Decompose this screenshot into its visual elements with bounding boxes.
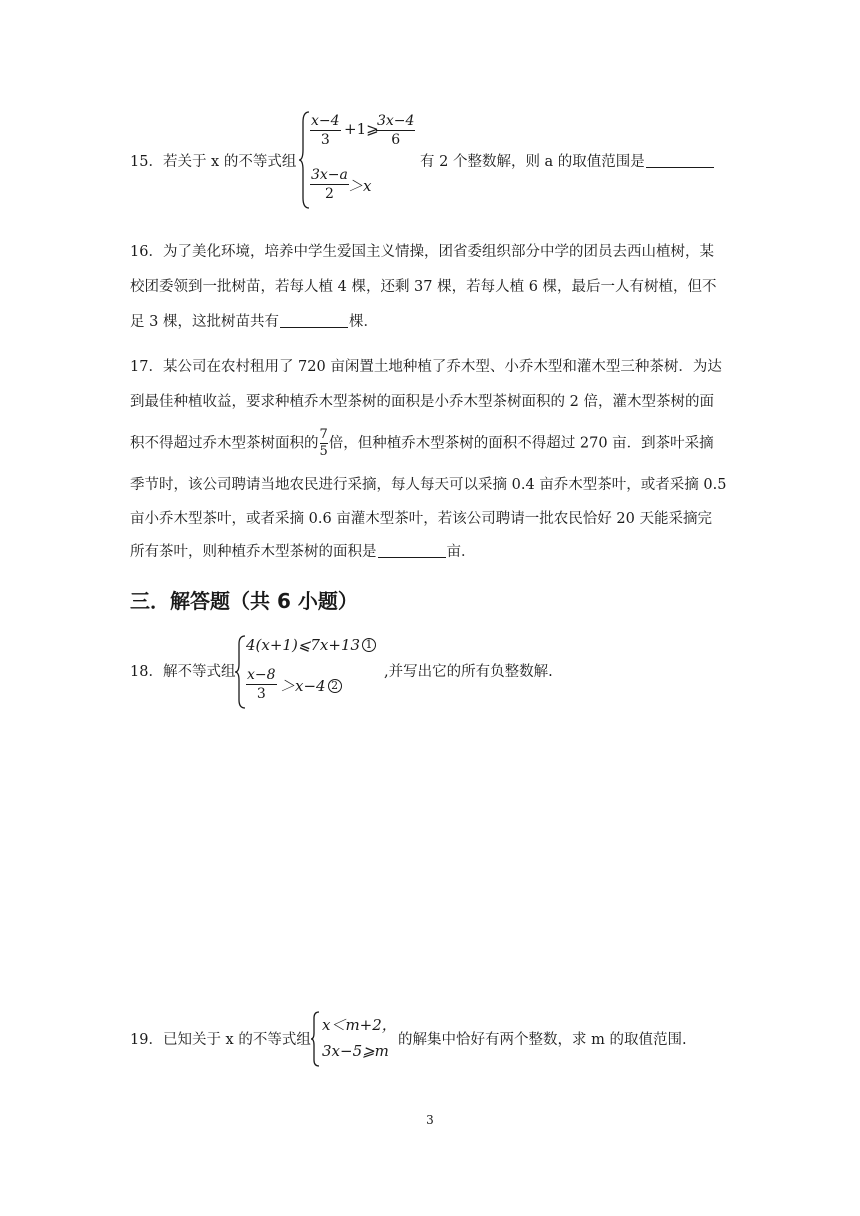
q17-line3: 积不得超过乔木型茶树面积的 $\frac{7}{5}$ 倍，但种植乔木型茶树的面积不得超过 270 亩．到茶叶采摘 <box>130 427 714 459</box>
q17-fraction: $\frac{7}{5}$ <box>319 427 328 459</box>
q15-eq2-rest: ＞x <box>348 177 372 195</box>
q16-line1: 16．为了美化环境，培养中学生爱国主义情操，团省委组织部分中学的团员去西山植树，某 <box>130 244 714 260</box>
q15-suffix: 有 2 个整数解，则 a 的取值范围是 <box>420 152 715 172</box>
answer-blank <box>280 313 348 328</box>
circled-number: 1 <box>362 638 376 652</box>
q18-suffix: ,并写出它的所有负整数解. <box>384 664 553 680</box>
q15-eq1-frac: $\frac{x-4}{3}$ <box>311 113 340 148</box>
answer-blank <box>378 543 446 558</box>
left-brace-icon <box>234 634 246 710</box>
answer-blank <box>646 153 714 168</box>
q17-line1: 17．某公司在农村租用了 720 亩闲置土地种植了乔木型、小乔木型和灌木型三种茶树．为达 <box>130 359 722 375</box>
q18-eq2-rest: ＞x−4 2 <box>280 675 342 696</box>
q17-line6: 所有茶叶，则种植乔木型茶树的面积是 亩． <box>130 544 476 560</box>
q19-inequality-system <box>310 1010 400 1068</box>
circled-number: 2 <box>328 679 342 693</box>
left-brace-icon <box>310 1010 320 1068</box>
page-number: 3 <box>426 1113 434 1127</box>
q15-prefix: 15．若关于 x 的不等式组 <box>130 154 297 170</box>
q16-line2: 校团委领到一批树苗，若每人植 4 棵，还剩 37 棵，若每人植 6 棵，最后一人有树植，但不 <box>130 279 717 295</box>
q18-inequality-system <box>234 634 384 710</box>
q17-line4: 季节时，该公司聘请当地农民进行采摘，每人每天可以采摘 0.4 亩乔木型茶叶，或者采摘 0.5 <box>130 477 727 493</box>
q16-line3: 足 3 棵，这批树苗共有 棵． <box>130 314 378 330</box>
q15-eq2-frac: $\frac{3x-a}{2}$ <box>311 167 348 202</box>
q19-eq2: 3x−5⩾m <box>322 1042 389 1060</box>
section-title: 三．解答题（共 6 小题） <box>130 589 358 613</box>
q17-line2: 到最佳种植收益，要求种植乔木型茶树的面积是小乔木型茶树面积的 2 倍，灌木型茶树的面 <box>130 394 714 410</box>
left-brace-icon <box>298 110 310 210</box>
q15-inequality-system <box>298 110 428 210</box>
q17-line5: 亩小乔木型茶叶，或者采摘 0.6 亩灌木型茶叶，若该公司聘请一批农民恰好 20 天能采摘完 <box>130 511 712 527</box>
q19-prefix: 19．已知关于 x 的不等式组 <box>130 1032 311 1048</box>
q18-eq2-frac: $\frac{x-8}{3}$ <box>247 667 276 702</box>
q18-prefix: 18．解不等式组 <box>130 664 236 680</box>
q19-eq1: x＜m+2， <box>322 1016 397 1034</box>
q15-eq1-middle: +1⩾ <box>344 120 379 138</box>
q18-eq1: 4(x+1)⩽7x+13 1 <box>246 636 376 654</box>
q19-suffix: 的解集中恰好有两个整数，求 m 的取值范围. <box>398 1032 687 1048</box>
q15-eq1-frac2: $\frac{3x-4}{6}$ <box>377 113 415 148</box>
